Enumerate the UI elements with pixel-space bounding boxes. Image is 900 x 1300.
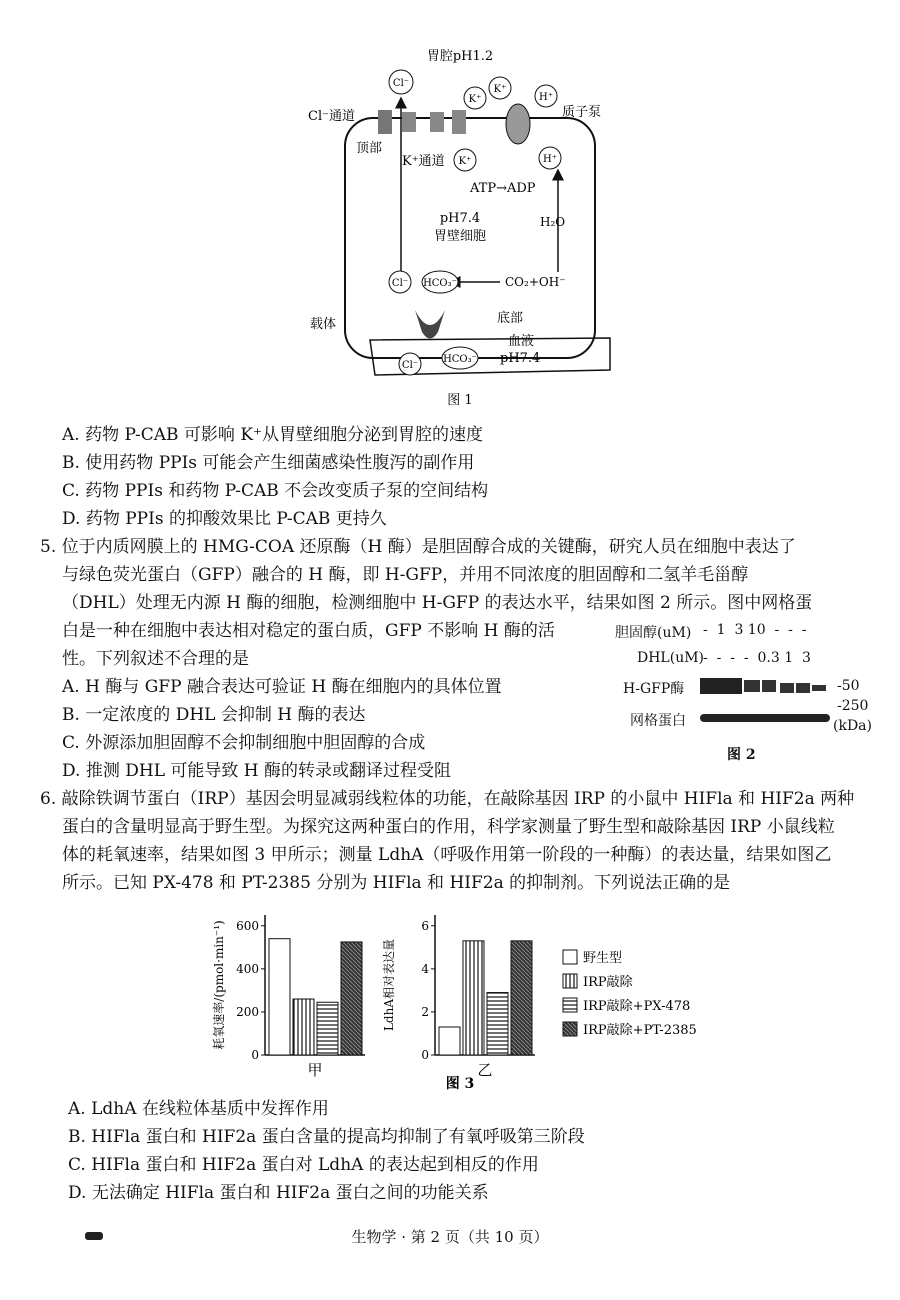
q5-stem-line-2: 与绿色荧光蛋白（GFP）融合的 H 酶，即 H-GFP，并用不同浓度的胆固醇和二氢羊毛甾醇 xyxy=(62,565,749,585)
chart-ldha-expression xyxy=(381,915,535,1079)
chart-title: 甲 xyxy=(307,1061,323,1079)
ion-h-2: H⁺ xyxy=(543,154,557,165)
bar-3 xyxy=(317,1002,338,1055)
figure-3-charts xyxy=(205,900,725,1100)
proton-pump-shape xyxy=(506,104,530,144)
k-channel-shape-1 xyxy=(402,112,416,132)
kda-unit: (kDa) xyxy=(833,718,872,734)
y-tick-label: 600 xyxy=(236,918,259,933)
ion-h-1: H⁺ xyxy=(539,92,553,103)
q4-option-a: A. 药物 P-CAB 可影响 K⁺从胃壁细胞分泌到胃腔的速度 xyxy=(62,425,483,445)
q5-stem-line-4: 白是一种在细胞中表达相对稳定的蛋白质，GFP 不影响 H 酶的活 xyxy=(62,621,555,641)
legend-swatch-4 xyxy=(563,1022,577,1036)
q6-stem-line-3: 体的耗氧速率，结果如图 3 甲所示；测量 LdhA（呼吸作用第一阶段的一种酶）的表达量，结果如图乙 xyxy=(62,845,832,865)
figure-3-legend xyxy=(563,950,697,1038)
carrier-label: 载体 xyxy=(310,317,337,332)
ion-k-2: K⁺ xyxy=(493,84,507,95)
base-label: 底部 xyxy=(497,311,524,326)
cholesterol-label: 胆固醇(uM) xyxy=(615,625,692,641)
ion-k-1: K⁺ xyxy=(468,94,482,105)
figure-3-caption: 图 3 xyxy=(445,1076,475,1092)
co2-label: CO₂+OH⁻ xyxy=(505,275,566,289)
cholesterol-values: - 1 3 10 - - - xyxy=(703,622,807,638)
q5-stem-line-5: 性。下列叙述不合理的是 xyxy=(62,649,249,669)
y-tick-label: 4 xyxy=(421,961,429,976)
blood-label: 血液 xyxy=(508,334,535,349)
q4-option-c: C. 药物 PPIs 和药物 P-CAB 不会改变质子泵的空间结构 xyxy=(62,481,489,501)
q6-option-a: A. LdhA 在线粒体基质中发挥作用 xyxy=(68,1099,329,1119)
cl-channel-label: Cl⁻通道 xyxy=(308,109,355,124)
k-channel-shape-3 xyxy=(452,110,466,134)
q6-option-c: C. HIFla 蛋白和 HIF2a 蛋白对 LdhA 的表达起到相反的作用 xyxy=(68,1155,539,1175)
cell-name-label: 胃壁细胞 xyxy=(433,229,487,244)
mw-250: -250 xyxy=(837,698,869,714)
y-tick-label: 0 xyxy=(421,1048,429,1062)
y-tick-label: 2 xyxy=(421,1004,429,1019)
proton-pump-label: 质子泵 xyxy=(562,105,602,120)
mw-50: -50 xyxy=(837,678,860,694)
q5-option-d: D. 推测 DHL 可能导致 H 酶的转录或翻译过程受阻 xyxy=(62,761,452,781)
y-tick-label: 200 xyxy=(236,1004,259,1019)
q5-option-c: C. 外源添加胆固醇不会抑制细胞中胆固醇的合成 xyxy=(62,733,426,753)
chart-title: 乙 xyxy=(477,1061,493,1079)
dhl-label: DHL(uM) xyxy=(637,650,705,666)
bar-1 xyxy=(269,939,290,1055)
page-footer: 生物学 · 第 2 页（共 10 页） xyxy=(351,1228,549,1246)
bar-1 xyxy=(439,1027,460,1055)
bar-3 xyxy=(487,993,508,1055)
h2o-label: H₂O xyxy=(540,215,566,229)
q6-option-d: D. 无法确定 HIFla 蛋白和 HIF2a 蛋白之间的功能关系 xyxy=(68,1183,489,1203)
legend-swatch-3 xyxy=(563,998,577,1012)
figure-2 xyxy=(615,622,895,772)
clathrin-bands xyxy=(700,714,830,722)
blood-ph-label: pH7.4 xyxy=(500,351,541,366)
h-gfp-bands xyxy=(700,678,830,694)
ion-cl-cell: Cl⁻ xyxy=(391,278,409,289)
legend-swatch-2 xyxy=(563,974,577,988)
y-tick-label: 400 xyxy=(236,961,259,976)
q5-stem-line-1: 5. 位于内质网膜上的 HMG-COA 还原酶（H 酶）是胆固醇合成的关键酶，研究人员在细胞中表达了 xyxy=(40,537,796,557)
q6-stem-line-2: 蛋白的含量明显高于野生型。为探究这两种蛋白的作用，科学家测量了野生型和敲除基因 IRP 小鼠线粒 xyxy=(62,817,835,837)
ion-hco3-blood: HCO₃⁻ xyxy=(443,354,477,365)
k-channel-label: K⁺通道 xyxy=(402,154,445,169)
q6-stem-line-4: 所示。已知 PX-478 和 PT-2385 分别为 HIFla 和 HIF2a 的抑制剂。下列说法正确的是 xyxy=(62,873,731,893)
legend-label-4: IRP敲除+PT-2385 xyxy=(583,1023,697,1038)
legend-label-3: IRP敲除+PX-478 xyxy=(583,999,691,1014)
clathrin-label: 网格蛋白 xyxy=(630,713,686,729)
k-channel-shape-2 xyxy=(430,112,444,132)
ion-hco3-cell: HCO₃⁻ xyxy=(423,278,457,289)
q6-option-b: B. HIFla 蛋白和 HIF2a 蛋白含量的提高均抑制了有氧呼吸第三阶段 xyxy=(68,1127,585,1147)
bar-2 xyxy=(463,941,484,1055)
q6-stem-line-1: 6. 敲除铁调节蛋白（IRP）基因会明显减弱线粒体的功能，在敲除基因 IRP 的小鼠中 HIFla 和 HIF2a 两种 xyxy=(40,789,855,809)
cl-channel-shape xyxy=(378,110,392,134)
legend-swatch-1 xyxy=(563,950,577,964)
ion-cl-top: Cl⁻ xyxy=(392,78,410,89)
stomach-ph-label: 胃腔pH1.2 xyxy=(426,49,494,64)
atp-label: ATP→ADP xyxy=(470,181,536,196)
ion-k-3: K⁺ xyxy=(458,156,472,167)
q5-option-a: A. H 酶与 GFP 融合表达可验证 H 酶在细胞内的具体位置 xyxy=(62,677,502,697)
carrier-shape xyxy=(415,310,445,339)
legend-label-2: IRP敲除 xyxy=(583,975,633,990)
dhl-values: - - - - 0.3 1 3 xyxy=(703,650,811,666)
figure-1-diagram xyxy=(300,40,620,410)
bar-2 xyxy=(293,999,314,1055)
y-axis-label: LdhA相对表达量 xyxy=(382,938,396,1032)
y-tick-label: 0 xyxy=(251,1048,259,1062)
y-tick-label: 6 xyxy=(421,918,429,933)
q5-stem-line-3: （DHL）处理无内源 H 酶的细胞，检测细胞中 H-GFP 的表达水平，结果如图 2 所示。图中网格蛋 xyxy=(62,593,813,613)
q4-option-d: D. 药物 PPIs 的抑酸效果比 P-CAB 更持久 xyxy=(62,509,387,529)
chart-oxygen-consumption xyxy=(211,915,365,1079)
y-axis-label: 耗氧速率/(pmol·min⁻¹) xyxy=(212,920,226,1050)
bar-4 xyxy=(511,941,532,1055)
figure-1-caption: 图 1 xyxy=(447,393,473,408)
bar-4 xyxy=(341,942,362,1055)
cell-ph-label: pH7.4 xyxy=(439,211,481,226)
figure-2-caption: 图 2 xyxy=(727,747,756,763)
q5-option-b: B. 一定浓度的 DHL 会抑制 H 酶的表达 xyxy=(62,705,366,725)
q4-option-b: B. 使用药物 PPIs 可能会产生细菌感染性腹泻的副作用 xyxy=(62,453,475,473)
legend-label-1: 野生型 xyxy=(583,951,623,966)
h-gfp-label: H-GFP酶 xyxy=(623,681,685,697)
apex-label: 顶部 xyxy=(356,141,383,156)
ion-cl-blood: Cl⁻ xyxy=(401,360,419,371)
